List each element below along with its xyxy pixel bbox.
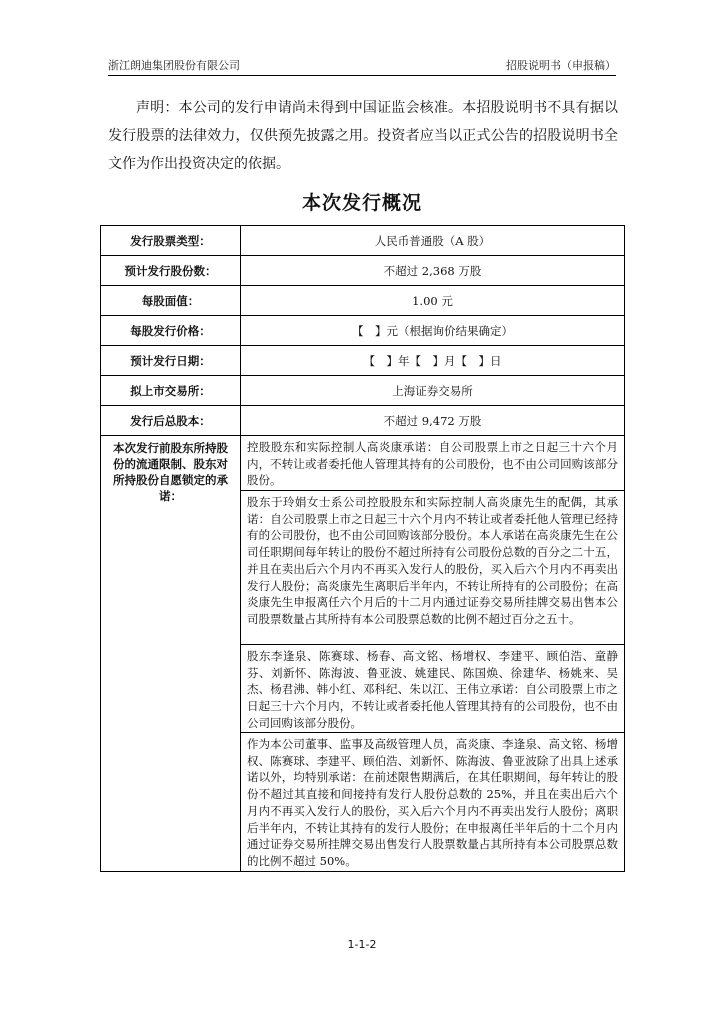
table-row [101, 406, 625, 436]
commitment-item: 股东李逢泉、陈赛球、杨春、高文铭、杨增权、李建平、顾伯浩、童静芬、刘新怀、陈海波、鲁亚波、姚建民、陈国焕、徐建华、杨姚来、吴杰、杨君沸、韩小红、邓科纪、朱以江、王伟立承诺：自公司股票上市之日起三十六个月内，不转让或者委托他人管理其持有的公司股份，也不由公司回购该部分股份。 [241, 644, 624, 732]
row-value: 【 】年【 】月【 】日 [241, 346, 625, 376]
commitment-item: 股东于玲娟女士系公司控股股东和实际控制人高炎康先生的配偶，其承诺：自公司股票上市之日起三十六个月内不转让或者委托他人管理已经持有的公司股份，也不由公司回购该部分股份。本人承诺在高炎康先生在公司任职期间每年转让的股份不超过所持有公司股份总数的百分之二十五，并且在卖出后六个月内不再买入发行人的股份，买入后六个月内不再卖出发行人股份；高炎康先生离职后半年内，不转让所持有的公司股份；在高炎康先生申报离任六个月后的十二月内通过证券交易所挂牌交易出售本公司股票数量占其所持有本公司股票总数的比例不超过百分之五十。 [241, 490, 624, 644]
row-value: 【 】元（根据询价结果确定） [241, 316, 625, 346]
row-value: 不超过 2,368 万股 [241, 256, 625, 286]
header-company: 浙江朗迪集团股份有限公司 [108, 59, 240, 72]
row-label: 发行股票类型： [101, 226, 241, 256]
table-row [101, 346, 625, 376]
page-number: 1-1-2 [347, 938, 377, 951]
table-row [101, 226, 625, 256]
row-label: 预计发行股份数： [101, 256, 241, 286]
row-value: 人民币普通股（A 股） [241, 226, 625, 256]
commitment-item: 作为本公司董事、监事及高级管理人员，高炎康、李逢泉、高文铭、杨增权、陈赛球、李建平、顾伯浩、刘新怀、陈海波、鲁亚波除了出具上述承诺以外，均特别承诺：在前述限售期满后，在其任职期间，每年转让的股份不超过其直接和间接持有发行人股份总数的 25%，并且在卖出后六个月内不再买入发行人的股份，买入后六个月内不再卖出发行人股份；离职后半年内，不转让其持有的发行人股份；在申报离任半年后的十二个月内通过证券交易所挂牌交易出售发行人股票数量占其所持有本公司股票总数的比例不超过 50%。 [241, 732, 624, 871]
table-row [101, 436, 625, 872]
row-label: 每股面值： [101, 286, 241, 316]
header-divider [108, 75, 616, 76]
row-label: 预计发行日期： [101, 346, 241, 376]
header-doc-title: 招股说明书（申报稿） [506, 59, 616, 72]
table-row [101, 256, 625, 286]
page-title: 本次发行概况 [301, 192, 422, 214]
row-label: 拟上市交易所： [101, 376, 241, 406]
row-value: 上海证券交易所 [241, 376, 625, 406]
statement: 声明：本公司的发行申请尚未得到中国证监会核准。本招股说明书不具有据以发行股票的法律效力，仅供预先披露之用。投资者应当以正式公告的招股说明书全文作为作出投资决定的依据。 [108, 100, 618, 172]
row-label: 发行后总股本： [101, 406, 241, 436]
row-value: 1.00 元 [241, 286, 625, 316]
commitments-cell [241, 436, 625, 872]
table-row [101, 376, 625, 406]
offering-summary-table [100, 225, 625, 872]
commitment-item: 控股股东和实际控制人高炎康承诺：自公司股票上市之日起三十六个月内，不转让或者委托他人管理其持有的公司股份，也不由公司回购该部分股份。 [247, 440, 618, 488]
row-label: 每股发行价格： [101, 316, 241, 346]
row-value: 不超过 9,472 万股 [241, 406, 625, 436]
commitments-label: 本次发行前股东所持股份的流通限制、股东对所持股份自愿锁定的承诺： [101, 436, 241, 872]
table-row [101, 286, 625, 316]
table-row [101, 316, 625, 346]
